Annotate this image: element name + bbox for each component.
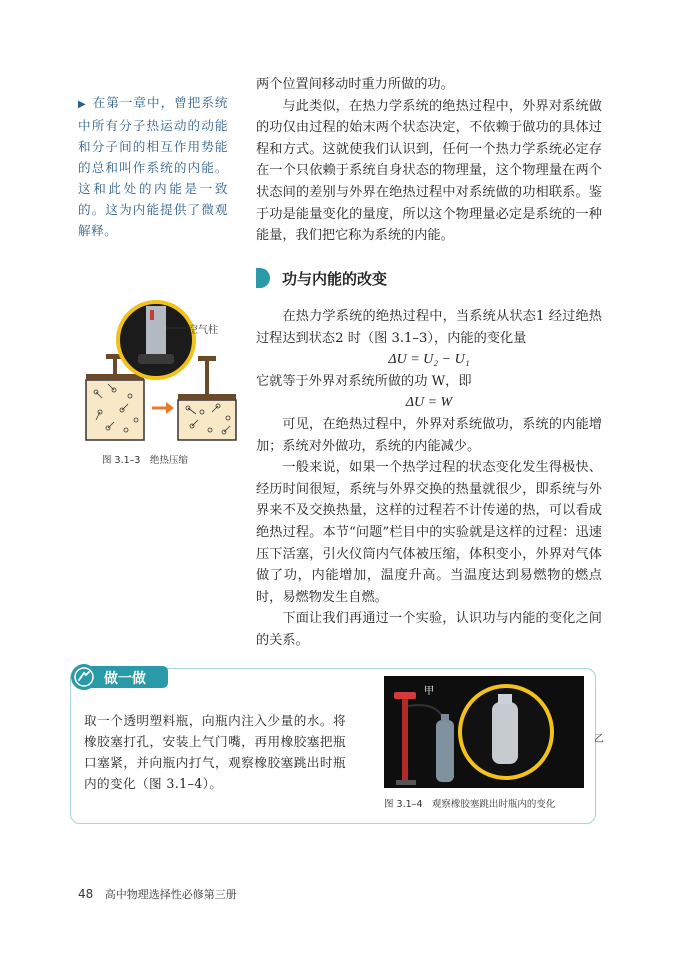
figure-bottle-photo [384,676,584,788]
figure-adiabatic-compression [78,300,248,470]
page-number: 48 [78,887,94,901]
paragraph-internal-energy: 与此类似，在热力学系统的绝热过程中，外界对系统做的功仅由过程的始末两个状态决定，不依赖于做功的具体过程和方式。这就使我们认识到，任何一个热力学系统必定存在一个只依赖于系统自身状态的物理量，这个物理量在两个状态间的差别与外界在绝热过程中对系统做的功相联系。鉴于功是能量变化的量度，所以这个物理量必定是系统的一种能量，我们把它称为系统的内能。 [256,98,602,244]
paragraph-work: 它就等于外界对系统所做的功 W，即 [256,373,472,389]
margin-note-marker-icon: ▶ [78,99,87,110]
compression-diagram [78,300,248,450]
margin-note [78,92,228,241]
figure-313-caption: 图 3.1–3 绝热压缩 [102,455,188,466]
activity-text: 取一个透明塑料瓶，向瓶内注入少量的水。将橡胶塞打孔，安装上气门嘴，再用橡胶塞把瓶口塞紧，并向瓶内打气，观察橡胶塞跳出时瓶内的变化（图 3.1–4）。 [84,713,346,791]
activity-title: 做一做 [104,671,146,687]
section-text [256,306,602,652]
paragraph-continuation: 两个位置间移动时重力所做的功。 [256,77,454,92]
equation-delta-u-w: ΔU = W [405,395,453,411]
figure-314-caption: 图 3.1–4 观察橡胶塞跳出时瓶内的变化 [384,799,556,810]
label-yi: 乙 [594,734,604,745]
section-title: 功与内能的改变 [282,270,388,288]
hand-icon [76,669,92,685]
section-marker-icon [256,268,270,288]
bottle-experiment-illustration [384,676,584,788]
paragraph-general: 一般来说，如果一个热学过程的状态变化发生得极快、经历时间很短，系统与外界交换的热量就很少，即系统与外界来不及交换热量，这样的过程若不计传递的热，可以看成绝热过程。本节“问题”栏目中的实验就是这样的过程：迅速压下活塞，引火仪筒内气体被压缩，体积变小，外界对气体做了功，内能增加，温度升高。当温度达到易燃物的燃点时，易燃物发生自燃。 [256,460,602,605]
page-footer [78,886,237,902]
paragraph-adiabatic: 在热力学系统的绝热过程中，当系统从状态1 经过绝热过程达到状态2 时（图 3.1–3），内能的变化量 [256,309,602,346]
paragraph-conclusion: 可见，在绝热过程中，外界对系统做功，系统的内能增加；系统对外做功，系统的内能减少。 [256,416,602,454]
activity-header [70,664,170,690]
section-heading [256,266,602,290]
label-jia: 甲 [424,686,434,697]
equation-delta-u: ΔU = U₂ − U₁ [388,352,470,368]
book-title: 高中物理选择性必修第三册 [104,888,237,901]
margin-note-text: 在第一章中，曾把系统中所有分子热运动的动能和分子间的相互作用势能的总和叫作系统的内能。这和此处的内能是一致的。这为内能提供了微观解释。 [78,95,228,238]
intro-text [256,74,602,247]
paragraph-next: 下面让我们再通过一个实验，认识功与内能的变化之间的关系。 [256,611,602,648]
label-air-column: 空气柱 [188,325,218,336]
